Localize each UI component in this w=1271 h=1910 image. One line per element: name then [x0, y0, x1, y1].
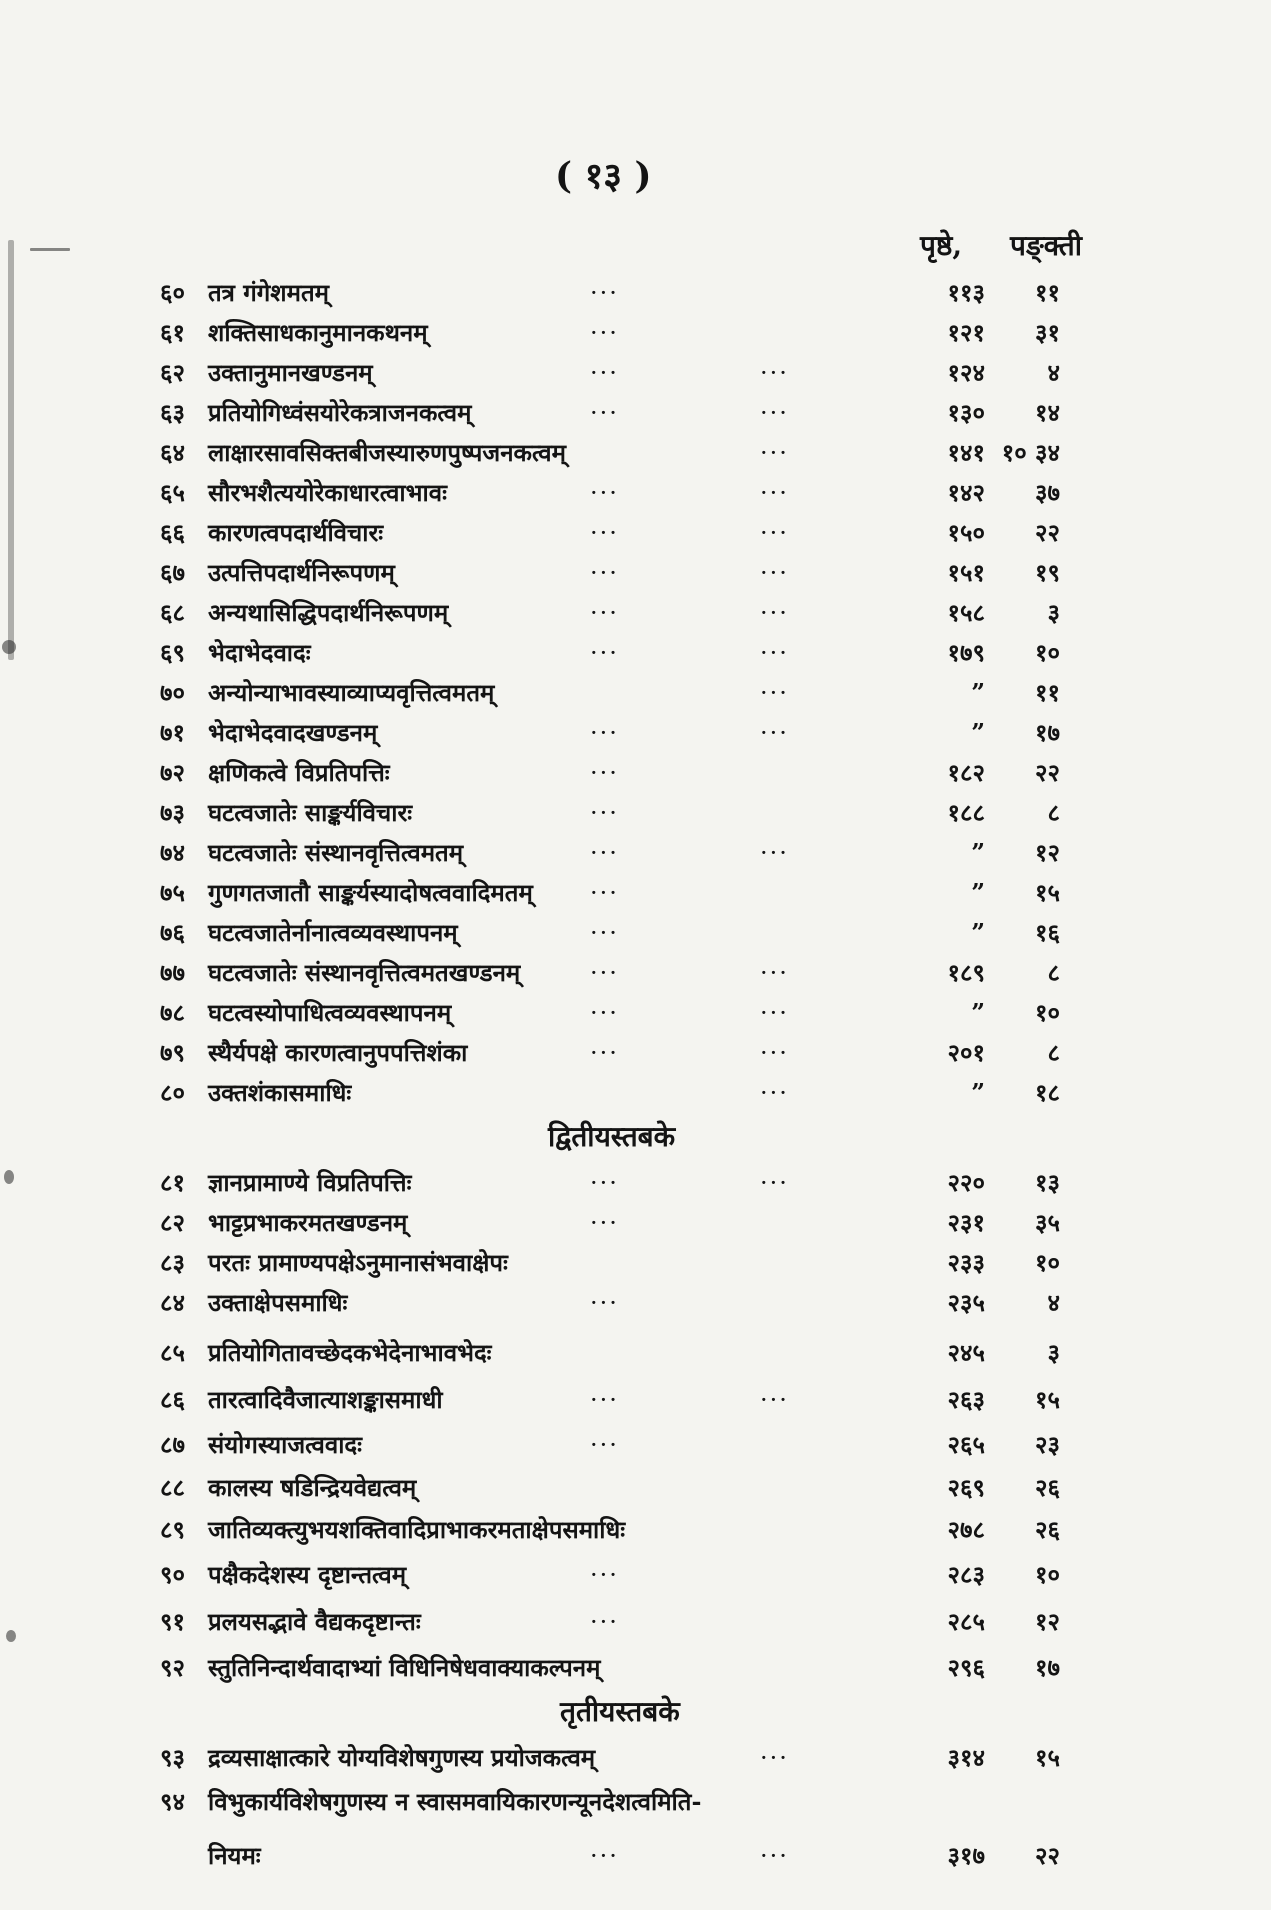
entry-page: २९६ — [947, 1653, 985, 1682]
entry-number: ७३ — [160, 798, 185, 827]
leader-dots: ··· — [760, 1842, 789, 1870]
leader-dots: ··· — [590, 759, 619, 787]
entry-page: २६५ — [947, 1430, 985, 1459]
leader-dots: ··· — [590, 999, 619, 1027]
leader-dots: ··· — [590, 559, 619, 587]
entry-line: १० ३४ — [1001, 438, 1060, 467]
toc-entry — [160, 1468, 1180, 1508]
leader-dots: ··· — [590, 479, 619, 507]
leader-dots: ··· — [760, 1744, 789, 1772]
leader-dots: ··· — [590, 719, 619, 747]
toc-entry — [160, 273, 1180, 313]
toc-entry — [160, 1163, 1180, 1203]
entry-number: ९० — [160, 1560, 185, 1589]
entry-title: तत्र गंगेशमतम् — [208, 278, 330, 307]
leader-dots: ··· — [760, 999, 789, 1027]
leader-dots: ··· — [760, 639, 789, 667]
entry-title: लाक्षारसावसिक्तबीजस्यारुणपुष्पजनकत्वम् — [208, 438, 567, 467]
entry-page: १२१ — [947, 318, 985, 347]
entry-title: घटत्वजातेर्नानात्वव्यवस्थापनम् — [208, 918, 458, 947]
leader-dots: ··· — [590, 399, 619, 427]
entry-title: परतः प्रामाण्यपक्षेऽनुमानासंभवाक्षेपः — [208, 1248, 508, 1277]
entry-number: ८७ — [160, 1430, 185, 1459]
entry-page: २६३ — [947, 1385, 985, 1414]
entry-line: १७ — [1035, 1653, 1060, 1682]
leader-dots: ··· — [760, 399, 789, 427]
entry-page: ” — [971, 718, 985, 747]
entry-title: सौरभशैत्ययोरेकाधारत्वाभावः — [208, 478, 447, 507]
leader-dots: ··· — [760, 1169, 789, 1197]
scan-speck — [4, 1170, 14, 1184]
toc-entry — [160, 713, 1180, 753]
leader-dots: ··· — [590, 639, 619, 667]
entry-line: ३ — [1047, 1338, 1060, 1367]
entry-number: ६९ — [160, 638, 185, 667]
leader-dots: ··· — [760, 479, 789, 507]
entry-line: २६ — [1035, 1473, 1060, 1502]
entry-line: १५ — [1035, 878, 1060, 907]
entry-page: ” — [971, 678, 985, 707]
entry-line: १० — [1035, 638, 1060, 667]
leader-dots: ··· — [590, 599, 619, 627]
entry-line: ३ — [1047, 598, 1060, 627]
toc-entry — [160, 313, 1180, 353]
leader-dots: ··· — [590, 1169, 619, 1197]
toc-entry — [160, 553, 1180, 593]
entry-title: घटत्वजातेः साङ्कर्यविचारः — [208, 798, 413, 827]
leader-dots: ··· — [590, 919, 619, 947]
scan-speck — [6, 1630, 16, 1642]
leader-dots: ··· — [590, 839, 619, 867]
leader-dots: ··· — [590, 359, 619, 387]
entry-number: ६१ — [160, 318, 185, 347]
toc-entry — [160, 1203, 1180, 1243]
leader-dots: ··· — [760, 519, 789, 547]
leader-dots: ··· — [590, 1039, 619, 1067]
entry-page: १५८ — [947, 598, 985, 627]
toc-entry — [160, 1073, 1180, 1113]
entry-page: २४५ — [947, 1338, 985, 1367]
toc-entry — [160, 993, 1180, 1033]
toc-entry — [160, 1033, 1180, 1073]
toc-entry — [160, 753, 1180, 793]
entry-line: ४ — [1047, 358, 1060, 387]
entry-number: ६४ — [160, 438, 185, 467]
toc-entry — [160, 393, 1180, 433]
entry-page: १५१ — [947, 558, 985, 587]
entry-number: ७२ — [160, 758, 185, 787]
entry-line: १५ — [1035, 1743, 1060, 1772]
entry-number: ७८ — [160, 998, 185, 1027]
entry-line: १० — [1035, 998, 1060, 1027]
entry-title: उक्तानुमानखण्डनम् — [208, 358, 373, 387]
entry-line: १८ — [1035, 1078, 1060, 1107]
entry-number: ७१ — [160, 718, 185, 747]
entry-number: ८४ — [160, 1288, 185, 1317]
entry-number: ८२ — [160, 1208, 185, 1237]
leader-dots: ··· — [760, 959, 789, 987]
entry-title: प्रतियोगितावच्छेदकभेदेनाभावभेदः — [208, 1338, 492, 1367]
entry-number: ७६ — [160, 918, 185, 947]
toc-entry — [160, 473, 1180, 513]
entry-title: घटत्वस्योपाधित्वव्यवस्थापनम् — [208, 998, 452, 1027]
toc-entry-continuation — [160, 1836, 1180, 1876]
entry-number: ८८ — [160, 1473, 185, 1502]
entry-title: घटत्वजातेः संस्थानवृत्तित्वमतम् — [208, 838, 464, 867]
entry-line: १० — [1035, 1560, 1060, 1589]
toc-entry — [160, 793, 1180, 833]
entry-line: २२ — [1035, 1841, 1060, 1870]
entry-page: १७९ — [947, 638, 985, 667]
entry-page: १४२ — [947, 478, 985, 507]
scan-speck — [2, 640, 16, 654]
leader-dots: ··· — [590, 279, 619, 307]
entry-line: ११ — [1035, 678, 1060, 707]
entry-page: १८८ — [947, 798, 985, 827]
toc-entry — [160, 353, 1180, 393]
toc-entry — [160, 1333, 1180, 1373]
entry-page: ३१७ — [947, 1841, 985, 1870]
leader-dots: ··· — [760, 359, 789, 387]
entry-line: १० — [1035, 1248, 1060, 1277]
entry-line: ११ — [1035, 278, 1060, 307]
leader-dots: ··· — [590, 879, 619, 907]
entry-title: कालस्य षडिन्द्रियवेद्यत्वम् — [208, 1473, 417, 1502]
entry-page: २३५ — [947, 1288, 985, 1317]
entry-line: १४ — [1035, 398, 1060, 427]
toc-entry — [160, 1380, 1180, 1420]
entry-title: जातिव्यक्त्युभयशक्तिवादिप्राभाकरमताक्षेपसमाधिः — [208, 1515, 626, 1544]
entry-title: घटत्वजातेः संस्थानवृत्तित्वमतखण्डनम् — [208, 958, 521, 987]
toc-entry — [160, 1602, 1180, 1642]
entry-line: ८ — [1047, 958, 1060, 987]
entry-page: २८३ — [947, 1560, 985, 1589]
toc-entry — [160, 873, 1180, 913]
entry-title: संयोगस्याजत्ववादः — [208, 1430, 363, 1459]
entry-number: ६० — [160, 278, 185, 307]
entry-number: ७४ — [160, 838, 185, 867]
entry-number: ९१ — [160, 1607, 185, 1636]
section-heading-third: तृतीयस्तबके — [560, 1695, 680, 1728]
entry-number: ८० — [160, 1078, 185, 1107]
entry-page: ” — [971, 918, 985, 947]
leader-dots: ··· — [590, 1608, 619, 1636]
leader-dots: ··· — [590, 799, 619, 827]
entry-line: ८ — [1047, 798, 1060, 827]
entry-number: ६७ — [160, 558, 185, 587]
leader-dots: ··· — [760, 679, 789, 707]
entry-title: कारणत्वपदार्थविचारः — [208, 518, 384, 547]
entry-line: २६ — [1035, 1515, 1060, 1544]
entry-number: ६५ — [160, 478, 185, 507]
entry-number: ६८ — [160, 598, 185, 627]
entry-title: प्रतियोगिध्वंसयोरेकत्राजनकत्वम् — [208, 398, 472, 427]
entry-title: उक्तशंकासमाधिः — [208, 1078, 352, 1107]
entry-page: ” — [971, 1078, 985, 1107]
entry-page: १८२ — [947, 758, 985, 787]
toc-entry — [160, 633, 1180, 673]
entry-title: अन्यथासिद्धिपदार्थनिरूपणम् — [208, 598, 449, 627]
toc-entry — [160, 1283, 1180, 1323]
column-header-line: पङ्क्ती — [1010, 229, 1082, 262]
page-number: ( १३ ) — [555, 155, 652, 197]
entry-title: स्तुतिनिन्दार्थवादाभ्यां विधिनिषेधवाक्याकल्पनम् — [208, 1653, 601, 1682]
toc-entry — [160, 673, 1180, 713]
scan-speck — [30, 248, 70, 251]
entry-line: १३ — [1035, 1168, 1060, 1197]
entry-title: क्षणिकत्वे विप्रतिपत्तिः — [208, 758, 390, 787]
leader-dots: ··· — [760, 839, 789, 867]
entry-line: १९ — [1035, 558, 1060, 587]
section-heading-second: द्वितीयस्तबके — [548, 1120, 676, 1153]
entry-title: द्रव्यसाक्षात्कारे योग्यविशेषगुणस्य प्रयोजकत्वम् — [208, 1743, 596, 1772]
leader-dots: ··· — [760, 1386, 789, 1414]
toc-entry — [160, 1425, 1180, 1465]
entry-title: उत्पत्तिपदार्थनिरूपणम् — [208, 558, 395, 587]
entry-number: ७० — [160, 678, 185, 707]
entry-line: ३७ — [1035, 478, 1060, 507]
binding-edge-shadow — [8, 240, 14, 660]
entry-number: ७९ — [160, 1038, 185, 1067]
entry-title: शक्तिसाधकानुमानकथनम् — [208, 318, 428, 347]
entry-line: १२ — [1035, 1607, 1060, 1636]
entry-page: २८५ — [947, 1607, 985, 1636]
entry-line: १५ — [1035, 1385, 1060, 1414]
entry-title: तारत्वादिवैजात्याशङ्कासमाधी — [208, 1385, 443, 1414]
toc-entry — [160, 833, 1180, 873]
leader-dots: ··· — [760, 719, 789, 747]
entry-page: २६९ — [947, 1473, 985, 1502]
leader-dots: ··· — [760, 1079, 789, 1107]
toc-entry — [160, 1510, 1180, 1550]
entry-number: ९२ — [160, 1653, 185, 1682]
leader-dots: ··· — [590, 519, 619, 547]
leader-dots: ··· — [590, 1289, 619, 1317]
toc-entry — [160, 1782, 1180, 1822]
entry-page: १८९ — [947, 958, 985, 987]
entry-page: ” — [971, 998, 985, 1027]
entry-title: प्रलयसद्भावे वैद्यकदृष्टान्तः — [208, 1607, 421, 1636]
entry-number: ६६ — [160, 518, 185, 547]
leader-dots: ··· — [760, 599, 789, 627]
entry-line: २२ — [1035, 518, 1060, 547]
entry-title: भाट्टप्रभाकरमतखण्डनम् — [208, 1208, 408, 1237]
leader-dots: ··· — [590, 1842, 619, 1870]
entry-number: ९४ — [160, 1787, 185, 1816]
entry-title-continuation: नियमः — [208, 1841, 261, 1870]
leader-dots: ··· — [590, 959, 619, 987]
entry-page: १३० — [947, 398, 985, 427]
leader-dots: ··· — [760, 439, 789, 467]
entry-page: २२० — [947, 1168, 985, 1197]
entry-line: ८ — [1047, 1038, 1060, 1067]
entry-line: ३५ — [1035, 1208, 1060, 1237]
toc-entry — [160, 913, 1180, 953]
leader-dots: ··· — [760, 559, 789, 587]
entry-page: २७८ — [947, 1515, 985, 1544]
entry-number: ८५ — [160, 1338, 185, 1367]
entry-line: १७ — [1035, 718, 1060, 747]
entry-page: १२४ — [947, 358, 985, 387]
entry-title: ज्ञानप्रामाण्ये विप्रतिपत्तिः — [208, 1168, 412, 1197]
entry-page: २३३ — [947, 1248, 985, 1277]
toc-entry — [160, 1738, 1180, 1778]
entry-page: ” — [971, 878, 985, 907]
entry-page: २०१ — [947, 1038, 985, 1067]
entry-number: ६२ — [160, 358, 185, 387]
entry-title: गुणगतजातौ साङ्कर्यस्यादोषत्ववादिमतम् — [208, 878, 533, 907]
entry-number: ७५ — [160, 878, 185, 907]
entry-title: विभुकार्यविशेषगुणस्य न स्वासमवायिकारणन्यूनदेशत्वमिति- — [208, 1787, 702, 1816]
entry-line: ४ — [1047, 1288, 1060, 1317]
entry-line: २२ — [1035, 758, 1060, 787]
leader-dots: ··· — [590, 1561, 619, 1589]
entry-page: १५० — [947, 518, 985, 547]
toc-entry — [160, 1243, 1180, 1283]
leader-dots: ··· — [590, 1431, 619, 1459]
toc-entry — [160, 513, 1180, 553]
entry-title: स्थैर्यपक्षे कारणत्वानुपपत्तिशंका — [208, 1038, 468, 1067]
toc-entry — [160, 953, 1180, 993]
entry-line: १६ — [1035, 918, 1060, 947]
entry-number: ८९ — [160, 1515, 185, 1544]
toc-entry — [160, 593, 1180, 633]
entry-page: ” — [971, 838, 985, 867]
entry-number: ९३ — [160, 1743, 185, 1772]
entry-number: ८३ — [160, 1248, 185, 1277]
entry-page: ११३ — [947, 278, 985, 307]
entry-number: ७७ — [160, 958, 185, 987]
toc-entry — [160, 1648, 1180, 1688]
entry-title: पक्षैकदेशस्य दृष्टान्तत्वम् — [208, 1560, 407, 1589]
entry-number: ८१ — [160, 1168, 185, 1197]
entry-page: १४१ — [947, 438, 985, 467]
leader-dots: ··· — [590, 1209, 619, 1237]
entry-number: ८६ — [160, 1385, 185, 1414]
entry-page: ३१४ — [947, 1743, 985, 1772]
column-header-page: पृष्ठे, — [920, 229, 963, 262]
toc-entry — [160, 1555, 1180, 1595]
entry-title: अन्योन्याभावस्याव्याप्यवृत्तित्वमतम् — [208, 678, 495, 707]
entry-line: १२ — [1035, 838, 1060, 867]
entry-page: २३१ — [947, 1208, 985, 1237]
entry-title: भेदाभेदवादः — [208, 638, 311, 667]
leader-dots: ··· — [590, 319, 619, 347]
leader-dots: ··· — [760, 1039, 789, 1067]
leader-dots: ··· — [590, 1386, 619, 1414]
entry-title: उक्ताक्षेपसमाधिः — [208, 1288, 348, 1317]
entry-line: ३१ — [1035, 318, 1060, 347]
entry-number: ६३ — [160, 398, 185, 427]
toc-entry — [160, 433, 1180, 473]
entry-title: भेदाभेदवादखण्डनम् — [208, 718, 378, 747]
entry-line: २३ — [1035, 1430, 1060, 1459]
